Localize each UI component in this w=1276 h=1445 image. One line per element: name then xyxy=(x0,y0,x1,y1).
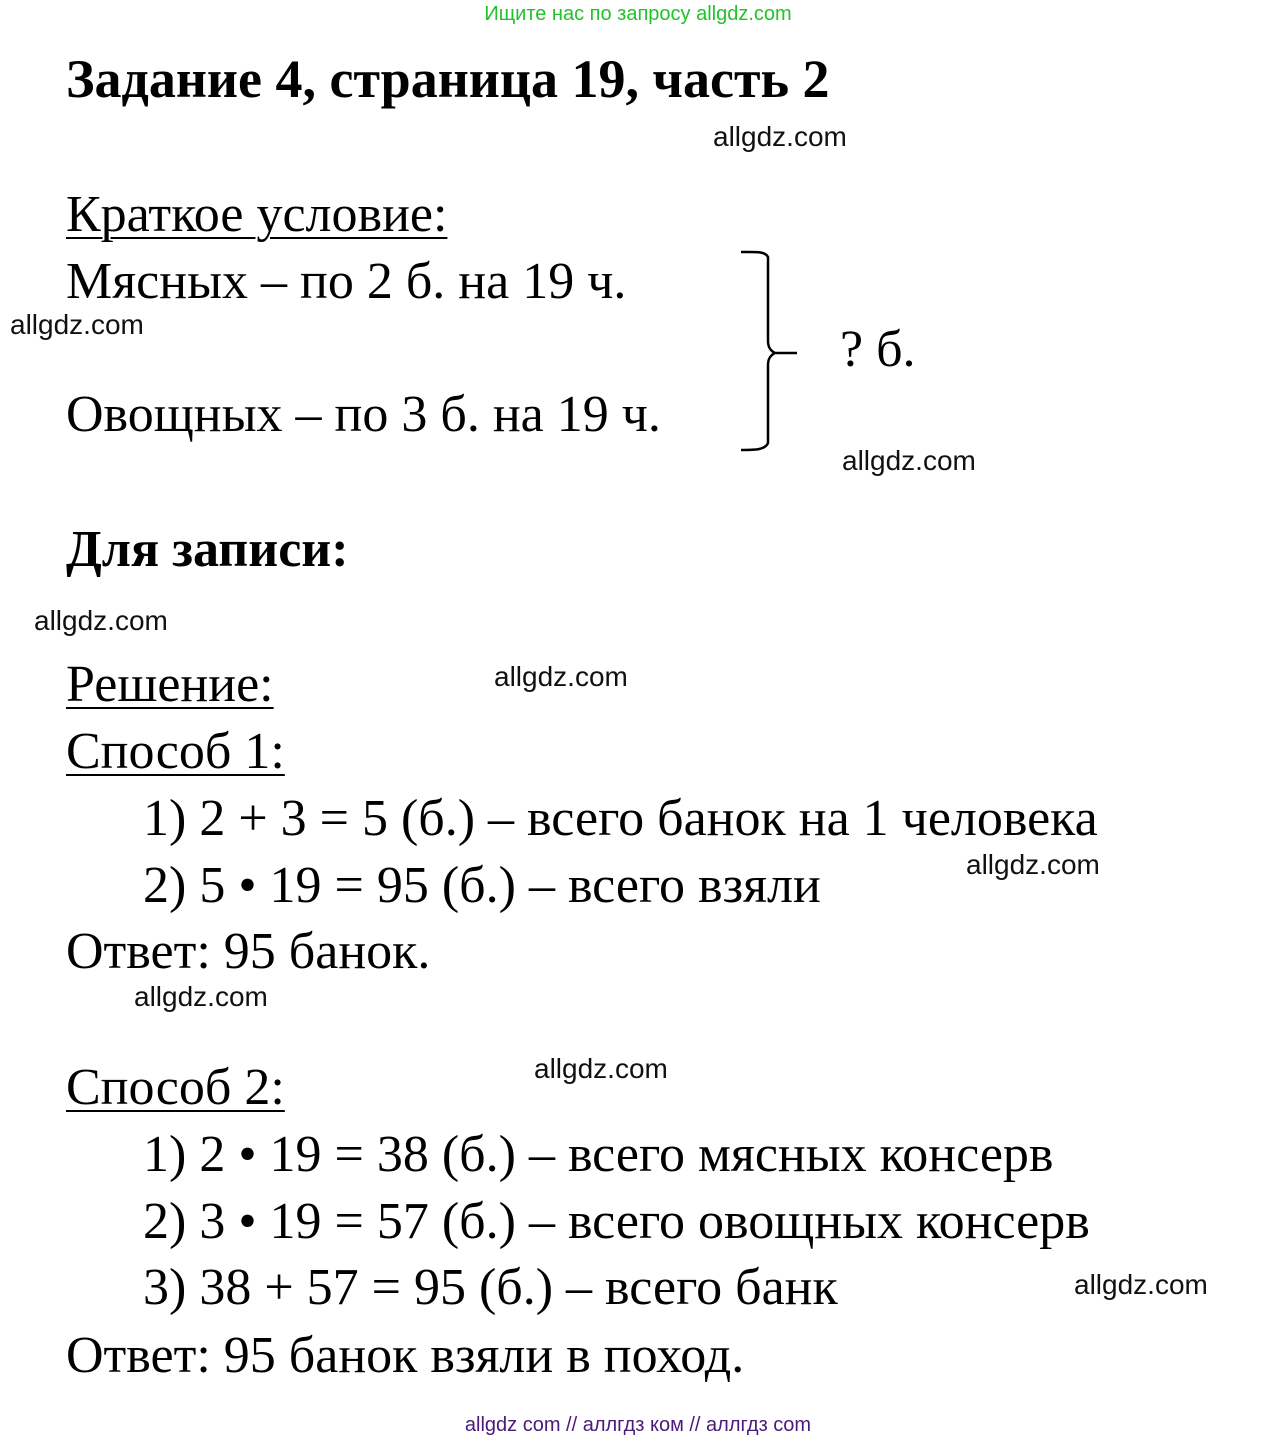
method1-heading: Способ 1: xyxy=(66,723,285,780)
watermark: allgdz.com xyxy=(713,121,847,152)
method2-step1: 1) 2 • 19 = 38 (б.) – всего мясных консерв xyxy=(143,1126,1054,1183)
for-record-heading: Для записи: xyxy=(66,521,349,578)
watermark: allgdz.com xyxy=(534,1053,668,1084)
page-title: Задание 4, страница 19, часть 2 xyxy=(66,49,830,109)
method2-step2: 2) 3 • 19 = 57 (б.) – всего овощных консерв xyxy=(143,1193,1090,1250)
method1-answer: Ответ: 95 банок. xyxy=(66,923,431,980)
curly-brace-icon xyxy=(735,245,805,460)
question-label: ? б. xyxy=(840,321,916,378)
watermark: allgdz.com xyxy=(842,445,976,476)
footer-links[interactable]: allgdz com // аллгдз ком // аллгдз com xyxy=(464,1414,812,1436)
method2-heading: Способ 2: xyxy=(66,1059,285,1116)
condition-row-meat: Мясных – по 2 б. на 19 ч. xyxy=(66,253,627,310)
method1-step2: 2) 5 • 19 = 95 (б.) – всего взяли xyxy=(143,857,821,914)
condition-heading: Краткое условие: xyxy=(66,186,448,243)
search-banner: Ищите нас по запросу allgdz.com xyxy=(484,3,792,25)
method1-step1: 1) 2 + 3 = 5 (б.) – всего банок на 1 человека xyxy=(143,790,1098,847)
watermark: allgdz.com xyxy=(1074,1269,1208,1300)
solution-heading: Решение: xyxy=(66,656,274,713)
watermark: allgdz.com xyxy=(494,661,628,692)
method2-step3: 3) 38 + 57 = 95 (б.) – всего банк xyxy=(143,1259,838,1316)
watermark: allgdz.com xyxy=(134,981,268,1012)
method2-answer: Ответ: 95 банок взяли в поход. xyxy=(66,1327,745,1384)
watermark: allgdz.com xyxy=(34,605,168,636)
condition-row-veg: Овощных – по 3 б. на 19 ч. xyxy=(66,386,661,443)
watermark: allgdz.com xyxy=(10,309,144,340)
watermark: allgdz.com xyxy=(966,849,1100,880)
